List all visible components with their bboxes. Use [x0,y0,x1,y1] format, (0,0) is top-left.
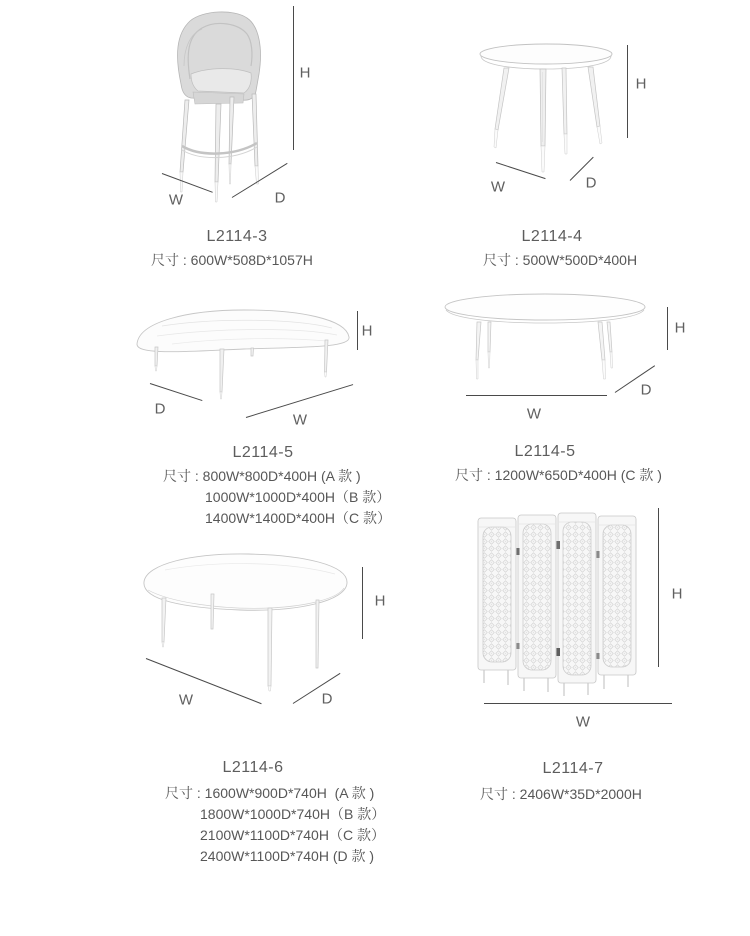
size-spec [455,465,662,486]
height-dimension-line [667,307,668,350]
product-code: L2114-3 [206,228,268,245]
height-label: H [361,322,373,340]
oval-dining-table-illustration [140,550,352,692]
depth-label: D [154,400,166,418]
height-label: H [374,592,386,610]
depth-label: D [321,690,333,708]
product-code: L2114-5 [232,444,294,461]
size-spec [165,783,385,867]
height-label: H [299,64,311,82]
width-dimension-line [466,395,607,396]
product-code: L2114-7 [542,760,604,777]
depth-label: D [274,189,286,207]
width-label: W [178,691,194,709]
oval-coffee-table-illustration [442,292,652,384]
height-label: H [635,75,647,93]
height-label: H [674,319,686,337]
height-dimension-line [293,6,294,150]
height-dimension-line [362,567,363,639]
size-spec-line: 2400W*1100D*740H (D 款 ) [200,848,375,864]
height-dimension-line [357,311,358,350]
size-spec-line: 1000W*1000D*400H（B 款） [205,489,391,505]
size-spec [483,250,637,271]
size-spec-line: 尺寸 : 2406W*35D*2000H [480,786,642,802]
size-spec [480,784,642,805]
size-spec-line: 2100W*1100D*740H（C 款） [200,827,385,843]
size-spec-line: 尺寸 : 600W*508D*1057H [151,252,313,268]
width-label: W [490,178,506,196]
width-label: W [292,411,308,429]
size-spec-line: 1400W*1400D*400H（C 款） [205,510,391,526]
width-label: W [526,405,542,423]
size-spec-line: 尺寸 : 1600W*900D*740H (A 款 ) [165,785,375,801]
product-code: L2114-4 [521,228,583,245]
depth-label: D [585,174,597,192]
depth-label: D [640,381,652,399]
size-spec-line: 尺寸 : 500W*500D*400H [483,252,638,268]
size-spec-line: 尺寸 : 800W*800D*400H (A 款 ) [163,468,361,484]
product-code: L2114-5 [514,443,576,460]
height-dimension-line [627,45,628,138]
width-label: W [575,713,591,731]
round-side-table-illustration [476,42,624,178]
width-dimension-line [484,703,672,704]
product-code: L2114-6 [222,759,284,776]
height-dimension-line [658,508,659,667]
size-spec [163,466,391,529]
bar-stool-illustration [160,4,275,216]
size-spec-line: 尺寸 : 1200W*650D*400H (C 款 ) [455,467,662,483]
size-spec-line: 1800W*1000D*740H（B 款） [200,806,386,822]
width-label: W [168,191,184,209]
folding-screen-illustration [474,503,642,699]
size-spec [151,250,313,271]
height-label: H [671,585,683,603]
